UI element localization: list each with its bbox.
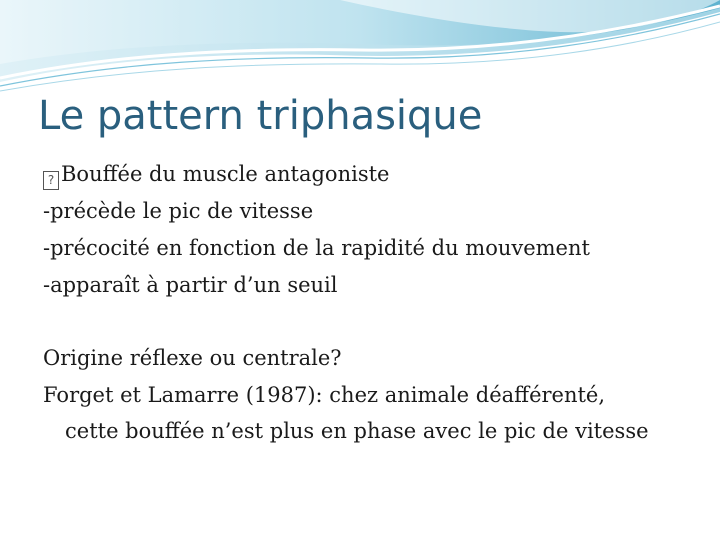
sub-point: -précocité en fonction de la rapidité du mouvement: [43, 236, 590, 260]
bullet-line-text: Bouffée du muscle antagoniste: [61, 162, 390, 186]
paragraph-line: Origine réflexe ou centrale?: [43, 346, 342, 370]
paragraph-spacer: [43, 304, 703, 340]
paragraph-line-continuation: cette bouffée n’est plus en phase avec le pic de vitesse: [65, 419, 649, 443]
decorative-wave-banner: [0, 0, 720, 95]
sub-point: -apparaît à partir d’un seuil: [43, 273, 338, 297]
slide-body: [43, 156, 703, 449]
sub-point: -précède le pic de vitesse: [43, 199, 314, 223]
missing-glyph-bullet-icon: ?: [43, 171, 59, 190]
slide-title: Le pattern triphasique: [38, 93, 483, 139]
paragraph-line: Forget et Lamarre (1987): chez animale déafférenté,: [43, 383, 606, 407]
bullet-line: [43, 156, 703, 193]
